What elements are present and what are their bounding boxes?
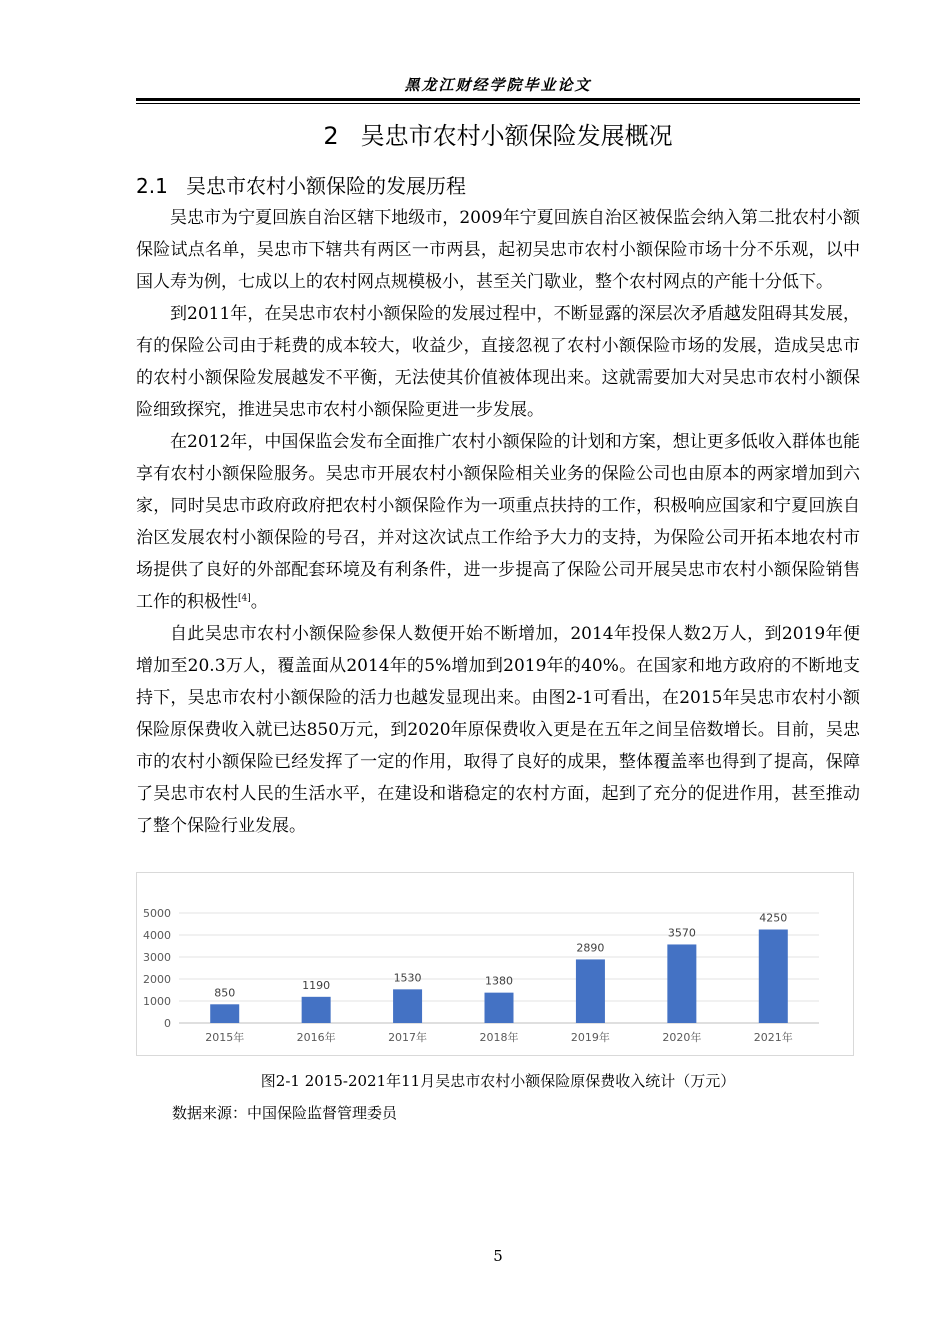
chapter-heading — [136, 116, 860, 151]
bar-chart — [137, 873, 853, 1055]
x-tick-label: 2017年 — [388, 1031, 428, 1044]
section-title: 吴忠市农村小额保险的发展历程 — [186, 174, 466, 198]
x-tick-label: 2020年 — [662, 1031, 702, 1044]
paragraph-2 — [136, 298, 860, 426]
paragraph-1-text: 吴忠市为宁夏回族自治区辖下地级市，2009年宁夏回族自治区被保监会纳入第二批农村小额保险试点名单，吴忠市下辖共有两区一市两县，起初吴忠市农村小额保险市场十分不乐观，以中国人寿为例，七成以上的农村网点规模极小，甚至关门歇业，整个农村网点的产能十分低下。 — [136, 208, 860, 292]
figure-chart — [136, 872, 854, 1056]
x-tick-label: 2021年 — [753, 1031, 793, 1044]
section-number: 2.1 — [136, 174, 168, 198]
running-header: 黑龙江财经学院毕业论文 — [404, 76, 592, 94]
data-label: 2890 — [576, 941, 605, 955]
data-label: 1530 — [393, 971, 422, 985]
y-tick-label: 1000 — [143, 995, 171, 1008]
bar — [667, 944, 696, 1023]
bar — [302, 997, 331, 1023]
header-rule-thin — [136, 103, 860, 104]
bar — [485, 993, 514, 1023]
bar — [759, 930, 788, 1024]
y-tick-label: 0 — [164, 1017, 171, 1030]
paragraph-2-text: 到2011年，在吴忠市农村小额保险的发展过程中，不断显露的深层次矛盾越发阻碍其发展，有的保险公司由于耗费的成本较大，收益少，直接忽视了农村小额保险市场的发展，造成吴忠市的农村小额保险发展越发不平衡，无法使其价值被体现出来。这就需要加大对吴忠市农村小额保险细致探究，推进吴忠市农村小额保险更进一步发展。 — [136, 304, 860, 420]
y-tick-label: 2000 — [143, 973, 171, 986]
header-rule-thick — [136, 98, 860, 101]
data-source: 数据来源：中国保险监督管理委员 — [172, 1104, 398, 1122]
y-tick-label: 4000 — [143, 929, 171, 942]
section-heading — [136, 170, 466, 199]
y-tick-label: 3000 — [143, 951, 171, 964]
paragraph-1 — [136, 202, 860, 298]
paragraph-4-text: 自此吴忠市农村小额保险参保人数便开始不断增加，2014年投保人数2万人，到2019年便增加至20.3万人，覆盖面从2014年的5%增加到2019年的40%。在国家和地方政府的不断地支持下，吴忠市农村小额保险的活力也越发显现出来。由图2-1可看出，在2015年吴忠市农村小额保险原保费收入就已达850万元，到2020年原保费收入更是在五年之间呈倍数增长。目前，吴忠市的农村小额保险已经发挥了一定的作用，取得了良好的成果，整体覆盖率也得到了提高，保障了吴忠市农村人民的生活水平，在建设和谐稳定的农村方面，起到了充分的促进作用，甚至推动了整个保险行业发展。 — [136, 624, 860, 836]
body-text — [136, 202, 860, 842]
data-label: 1380 — [485, 974, 513, 988]
data-label: 4250 — [759, 911, 788, 925]
data-label: 850 — [214, 986, 236, 1000]
bar — [210, 1004, 239, 1023]
data-label: 3570 — [667, 926, 696, 940]
paragraph-3-tail: 。 — [250, 592, 268, 612]
y-tick-label: 5000 — [143, 907, 171, 920]
x-tick-label: 2019年 — [570, 1031, 610, 1044]
paragraph-4 — [136, 618, 860, 842]
chapter-title: 吴忠市农村小额保险发展概况 — [360, 122, 673, 150]
x-tick-label: 2016年 — [296, 1031, 336, 1044]
x-tick-label: 2018年 — [479, 1031, 519, 1044]
figure-caption: 图2-1 2015-2021年11月吴忠市农村小额保险原保费收入统计（万元） — [260, 1072, 736, 1090]
chapter-number: 2 — [323, 122, 339, 150]
paragraph-3-text: 在2012年，中国保监会发布全面推广农村小额保险的计划和方案，想让更多低收入群体也能享有农村小额保险服务。吴忠市开展农村小额保险相关业务的保险公司也由原本的两家增加到六家，同时吴忠市政府政府把农村小额保险作为一项重点扶持的工作，积极响应国家和宁夏回族自治区发展农村小额保险的号召，并对这次试点工作给予大力的支持，为保险公司开拓本地农村市场提供了良好的外部配套环境及有利条件，进一步提高了保险公司开展吴忠市农村小额保险销售工作的积极性 — [136, 432, 860, 612]
page-number: 5 — [493, 1247, 503, 1265]
bar — [393, 989, 422, 1023]
data-label: 1190 — [302, 978, 331, 992]
citation-ref[interactable]: [4] — [238, 593, 251, 604]
paragraph-3 — [136, 426, 860, 618]
bar — [576, 959, 605, 1023]
x-tick-label: 2015年 — [205, 1031, 245, 1044]
